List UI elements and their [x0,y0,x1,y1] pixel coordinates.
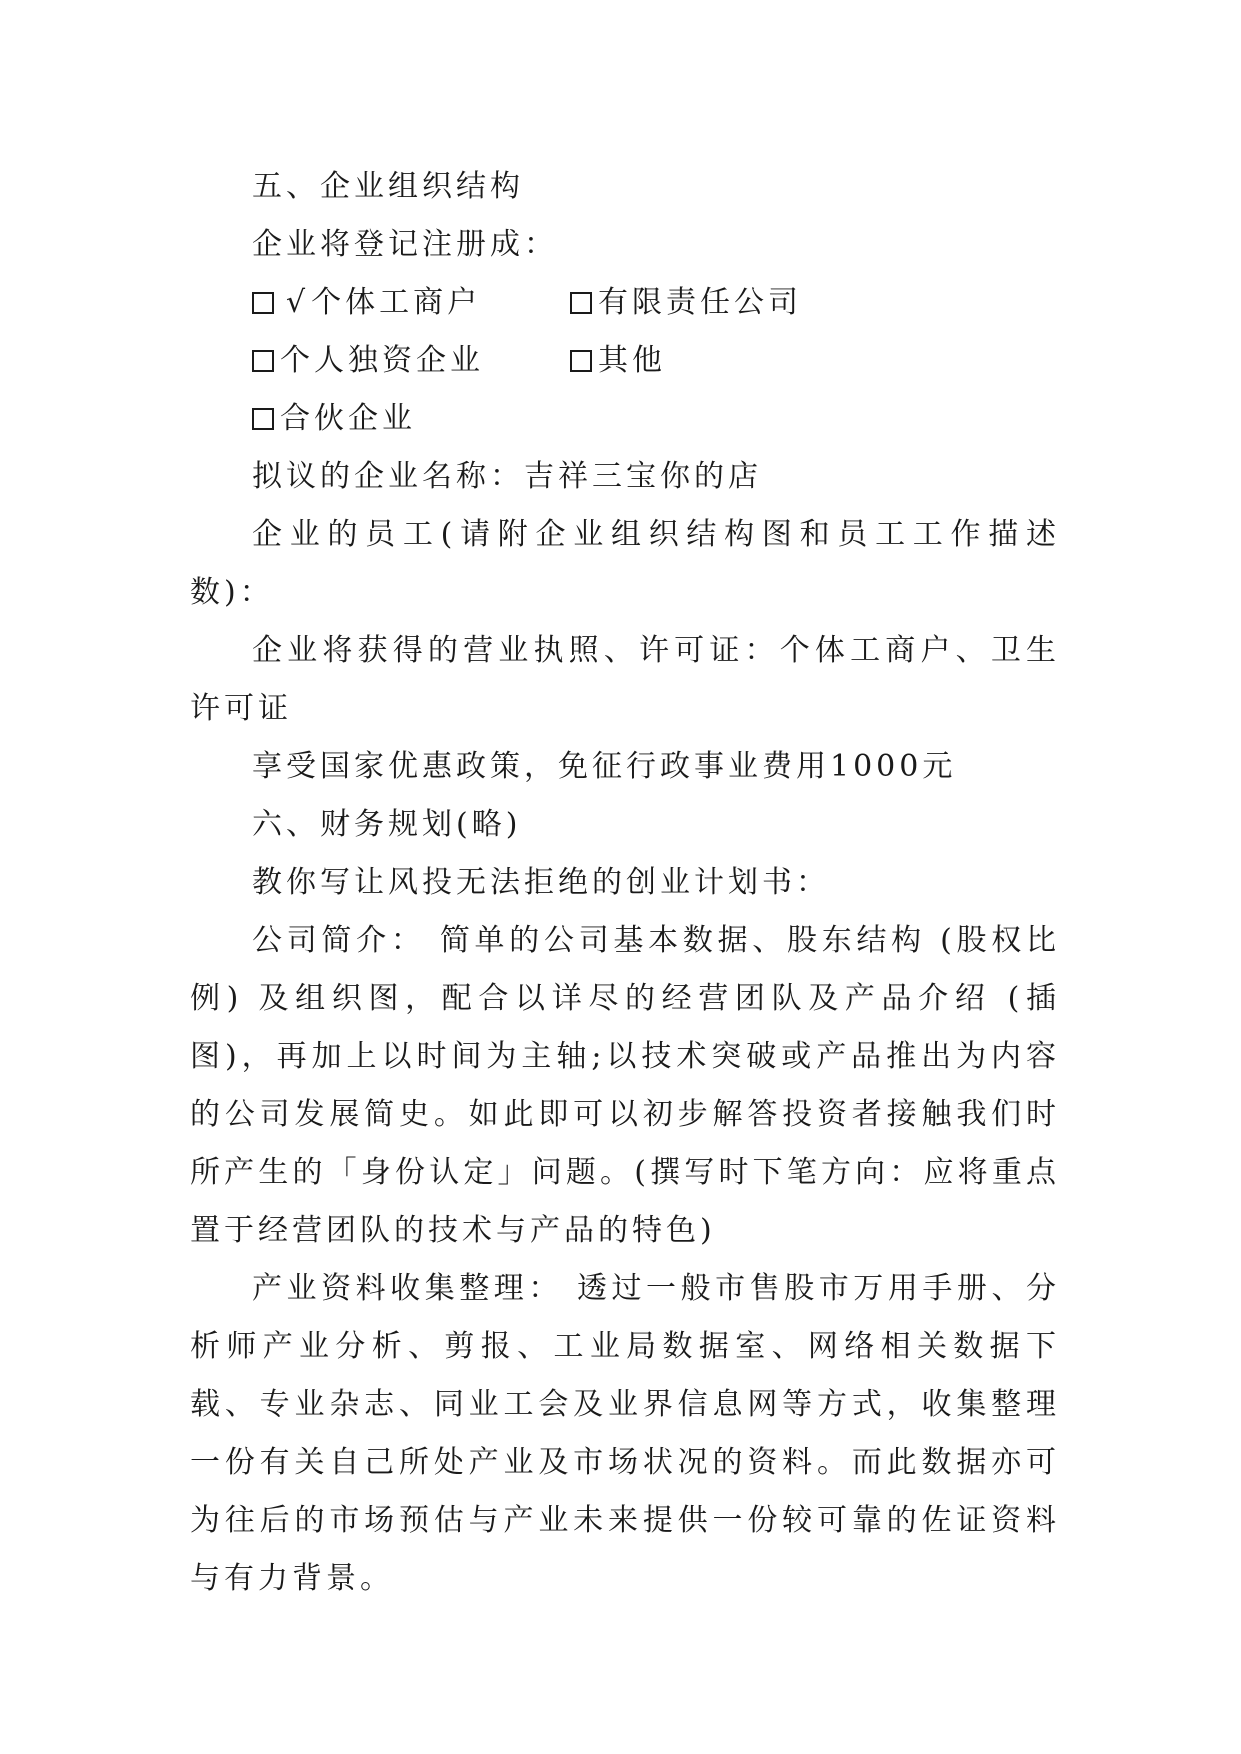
check-mark-icon: √ [286,285,310,320]
company-profile-paragraph: 公司简介： 简单的公司基本数据、股东结构 (股权比例) 及组织图，配合以详尽的经营团队及产品介绍 (插图)，再加上以时间为主轴;以技术突破或产品推出为内容的公司发展简史。如此即可以初步解答投资者接触我们时所产生的「身份认定」问题。(撰写时下笔方向：应将重点置于经营团队的技术与产品的特色) [190,923,1060,1248]
section-5-title: 五、企业组织结构 [252,169,524,204]
choice-row-2 [190,332,1060,390]
guide-intro: 教你写让风投无法拒绝的创业计划书： [252,865,830,900]
choice-other[interactable] [570,332,666,390]
choice-label: 合伙企业 [280,401,416,436]
industry-data-paragraph: 产业资料收集整理： 透过一般市售股市万用手册、分析师产业分析、剪报、工业局数据室、网络相关数据下载、专业杂志、同业工会及业界信息网等方式，收集整理一份有关自己所处产业及市场状况的资料。而此数据亦可为往后的市场预估与产业未来提供一份较可靠的佐证资料与有力背景。 [190,1271,1060,1596]
choice-llc[interactable] [570,274,802,332]
checkbox-icon[interactable] [570,350,592,372]
checkbox-icon[interactable] [252,408,274,430]
staff-text: 企业的员工(请附企业组织结构图和员工工作描述数)： [190,517,1060,610]
section-6-title: 六、财务规划(略) [252,807,522,842]
choice-row-1 [190,274,1060,332]
choice-sole-proprietor[interactable] [252,274,570,332]
choice-label: 有限责任公司 [598,285,802,320]
checkbox-icon[interactable] [570,292,592,314]
choice-row-3 [190,390,1060,448]
choice-individual-enterprise[interactable] [252,332,570,390]
license-text: 企业将获得的营业执照、许可证：个体工商户、卫生许可证 [190,633,1060,726]
choice-label: 其他 [598,343,666,378]
choice-partnership[interactable] [252,390,570,448]
choice-label: 个人独资企业 [280,343,484,378]
choice-label: 个体工商户 [311,285,482,320]
proposed-name: 拟议的企业名称：吉祥三宝你的店 [252,459,762,494]
document-body [190,158,1060,1608]
checkbox-icon[interactable] [252,292,274,314]
checkbox-icon[interactable] [252,350,274,372]
register-as-text: 企业将登记注册成： [252,227,558,262]
policy-text: 享受国家优惠政策，免征行政事业费用1000元 [252,749,957,784]
